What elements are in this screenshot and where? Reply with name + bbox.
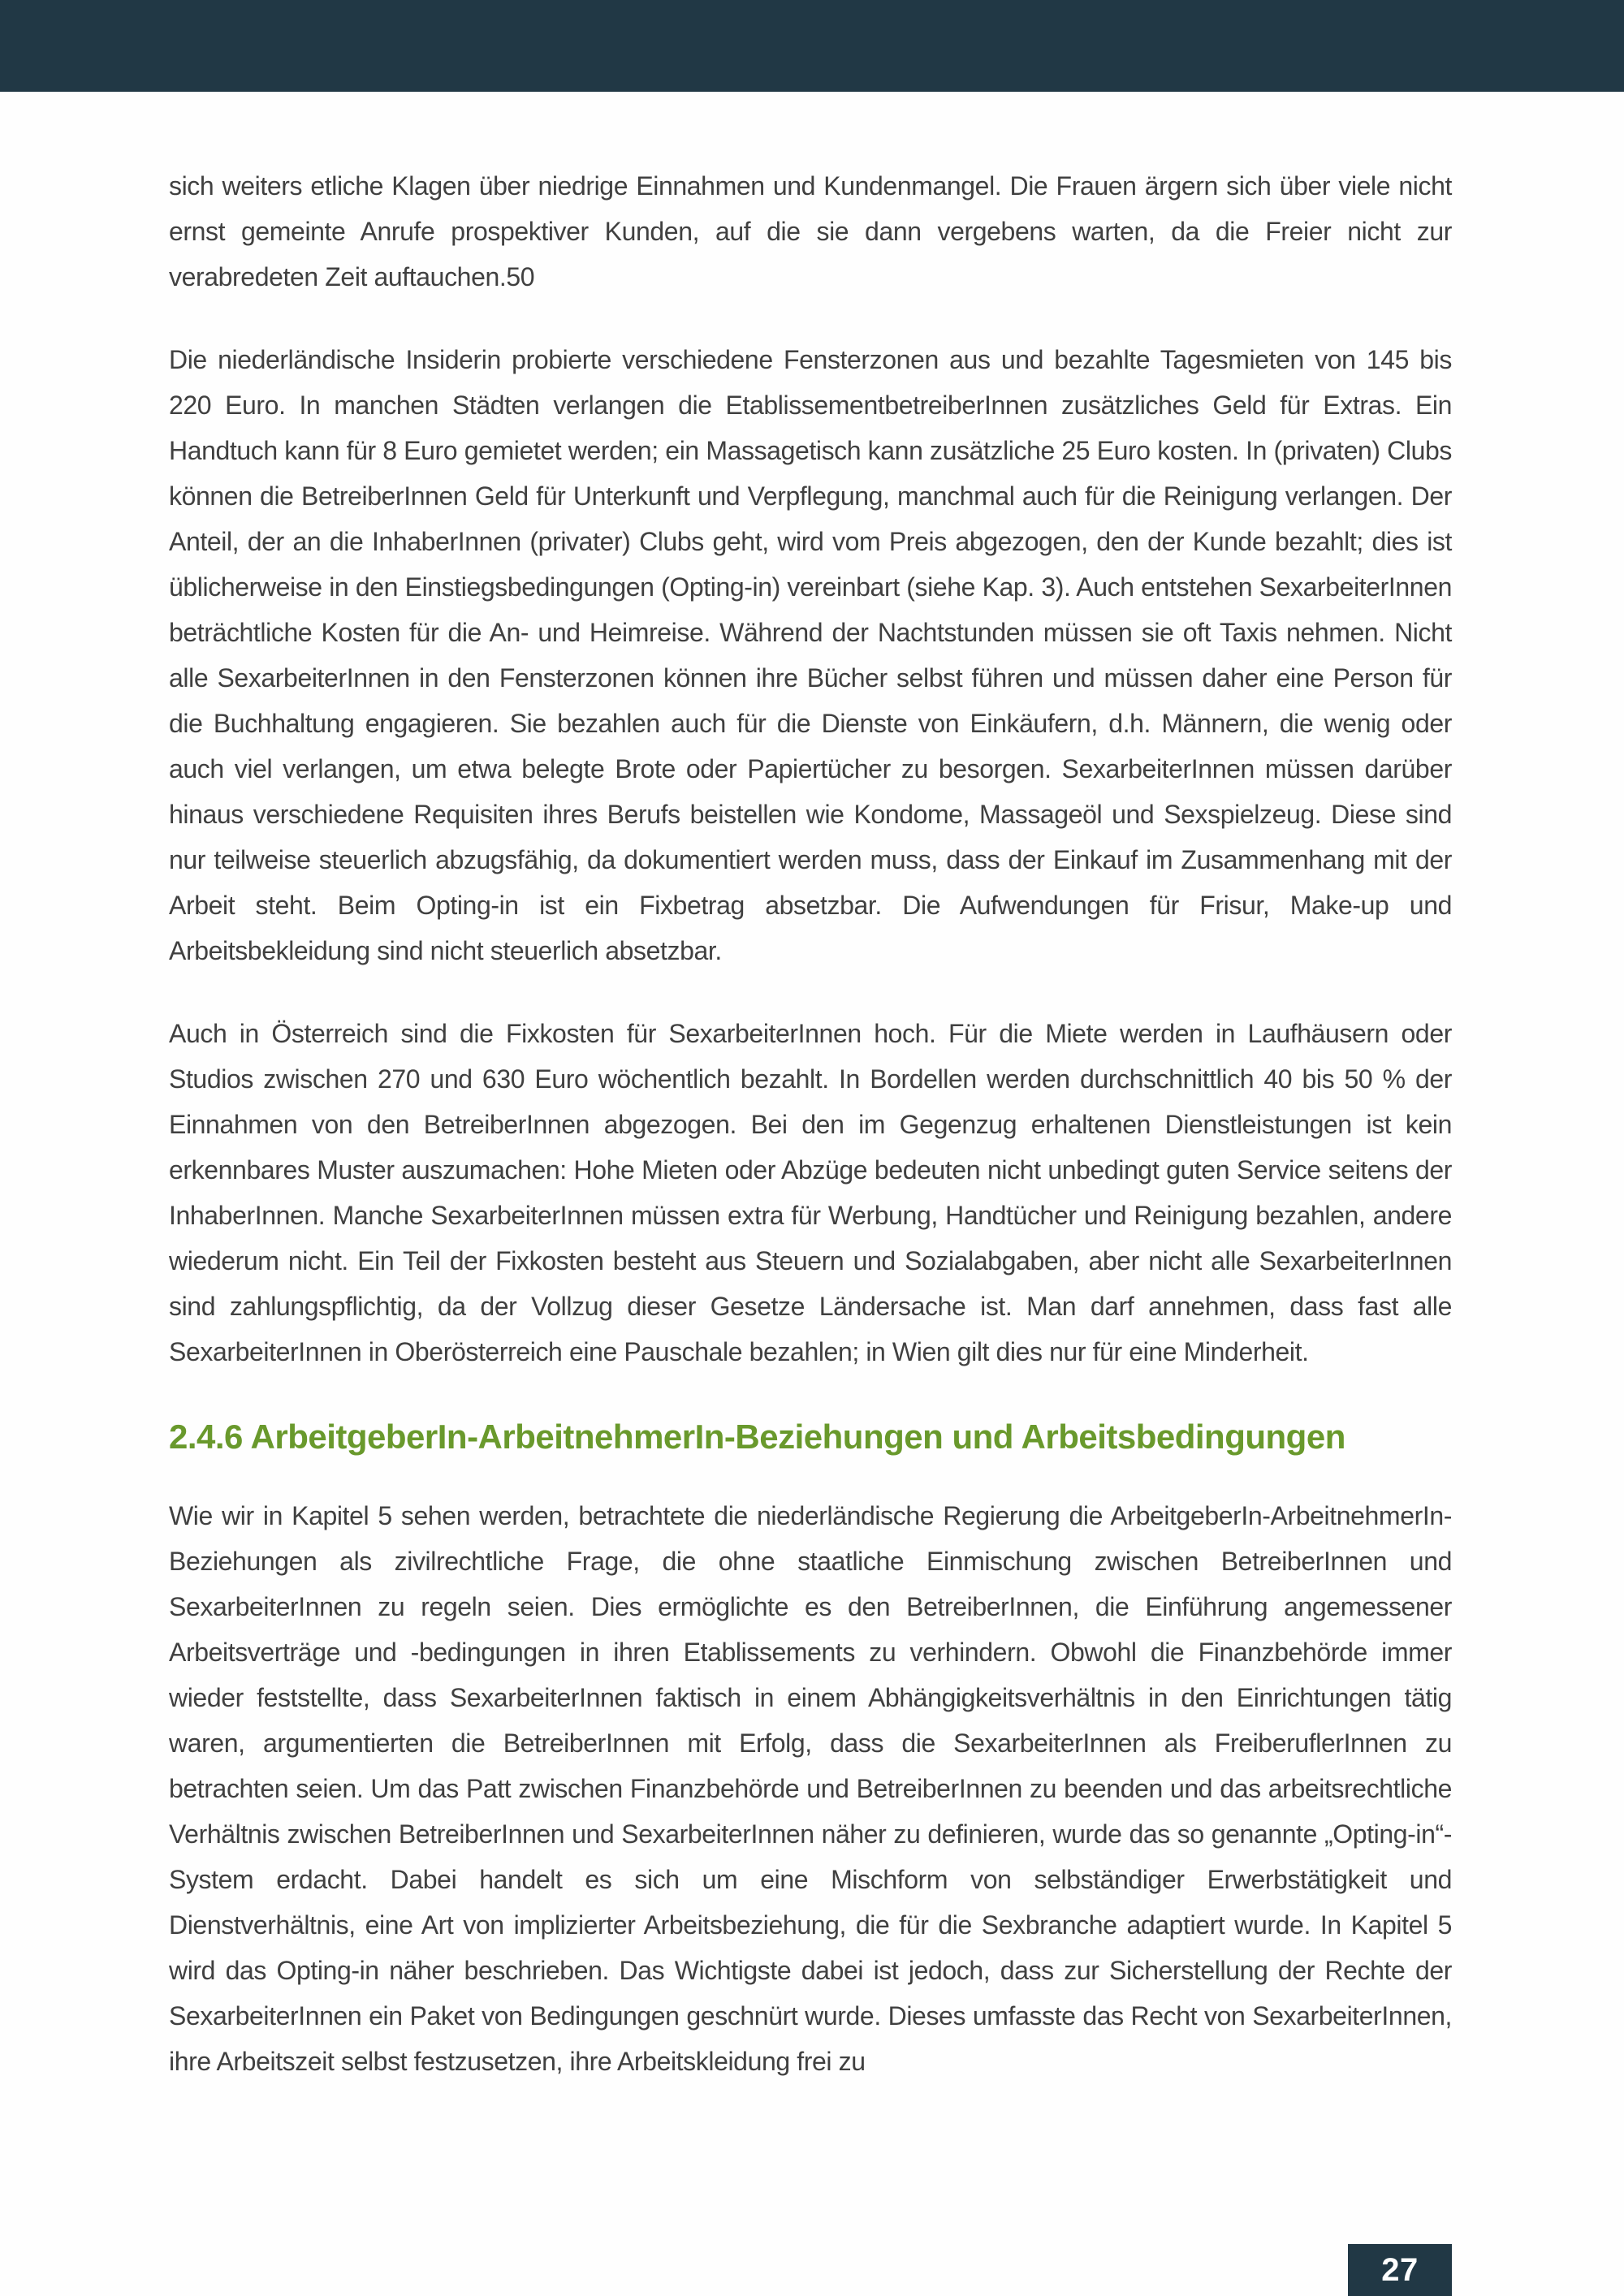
page-content xyxy=(169,92,1452,2121)
paragraph-employer-employee-relations: Wie wir in Kapitel 5 sehen werden, betrachtete die niederländische Regierung die ArbeitgeberIn-ArbeitnehmerIn-Beziehungen als zivilrechtliche Frage, die ohne staatliche Einmischung zwischen BetreiberInnen und SexarbeiterInnen zu regeln seien. Dies ermöglichte es den BetreiberInnen, die Einführung angemessener Arbeitsverträge und -bedingungen in ihren Etablissements zu verhindern. Obwohl die Finanzbehörde immer wieder feststellte, dass SexarbeiterInnen faktisch in einem Abhängigkeitsverhältnis in den Einrichtungen tätig waren, argumentierten die BetreiberInnen mit Erfolg, dass die SexarbeiterInnen als FreiberuflerInnen zu betrachten seien. Um das Patt zwischen Finanzbehörde und BetreiberInnen zu beenden und das arbeitsrechtliche Verhältnis zwischen BetreiberInnen und SexarbeiterInnen näher zu definieren, wurde das so genannte „Opting-in“-System erdacht. Dabei handelt es sich um eine Mischform von selbständiger Erwerbstätigkeit und Dienstverhältnis, eine Art von implizierter Arbeitsbeziehung, die für die Sexbranche adaptiert wurde. In Kapitel 5 wird das Opting-in näher beschrieben. Das Wichtigste dabei ist jedoch, dass zur Sicherstellung der Rechte der SexarbeiterInnen ein Paket von Bedingungen geschnürt wurde. Dieses umfasste das Recht von SexarbeiterInnen, ihre Arbeitszeit selbst festzusetzen, ihre Arbeitskleidung frei zu xyxy=(169,1501,1452,2076)
page-number-badge xyxy=(1348,2244,1452,2296)
paragraph-austria-costs: Auch in Österreich sind die Fixkosten für SexarbeiterInnen hoch. Für die Miete werden in Laufhäusern oder Studios zwischen 270 und 630 Euro wöchentlich bezahlt. In Bordellen werden durchschnittlich 40 bis 50 % der Einnahmen von den BetreiberInnen abgezogen. Bei den im Gegenzug erhaltenen Dienstleistungen ist kein erkennbares Muster auszumachen: Hohe Mieten oder Abzüge bedeuten nicht unbedingt guten Service seitens der InhaberInnen. Manche SexarbeiterInnen müssen extra für Werbung, Handtücher und Reinigung bezahlen, andere wiederum nicht. Ein Teil der Fixkosten besteht aus Steuern und Sozialabgaben, aber nicht alle SexarbeiterInnen sind zahlungspflichtig, da der Vollzug dieser Gesetze Ländersache ist. Man darf annehmen, dass fast alle SexarbeiterInnen in Oberösterreich eine Pauschale bezahlen; in Wien gilt dies nur für eine Minderheit. xyxy=(169,1019,1452,1366)
paragraph-fixed-costs-complaints: sich weiters etliche Klagen über niedrige Einnahmen und Kundenmangel. Die Frauen ärgern sich über viele nicht ernst gemeinte Anrufe prospektiver Kunden, auf die sie dann vergebens warten, da die Freier nicht zur verabredeten Zeit auftauchen.50 xyxy=(169,171,1452,291)
section-heading: 2.4.6 ArbeitgeberIn-ArbeitnehmerIn-Beziehungen und Arbeitsbedingungen xyxy=(169,1418,1345,1456)
page-number: 27 xyxy=(1381,2251,1419,2288)
header-bar xyxy=(0,0,1624,92)
paragraph-netherlands-costs: Die niederländische Insiderin probierte verschiedene Fensterzonen aus und bezahlte Tagesmieten von 145 bis 220 Euro. In manchen Städten verlangen die EtablissementbetreiberInnen zusätzliches Geld für Extras. Ein Handtuch kann für 8 Euro gemietet werden; ein Massagetisch kann zusätzliche 25 Euro kosten. In (privaten) Clubs können die BetreiberInnen Geld für Unterkunft und Verpflegung, manchmal auch für die Reinigung verlangen. Der Anteil, der an die InhaberInnen (privater) Clubs geht, wird vom Preis abgezogen, den der Kunde bezahlt; dies ist üblicherweise in den Einstiegsbedingungen (Opting-in) vereinbart (siehe Kap. 3). Auch entstehen SexarbeiterInnen beträchtliche Kosten für die An- und Heimreise. Während der Nachtstunden müssen sie oft Taxis nehmen. Nicht alle SexarbeiterInnen in den Fensterzonen können ihre Bücher selbst führen und müssen daher eine Person für die Buchhaltung engagieren. Sie bezahlen auch für die Dienste von Einkäufern, d.h. Männern, die wenig oder auch viel verlangen, um etwa belegte Brote oder Papiertücher zu besorgen. SexarbeiterInnen müssen darüber hinaus verschiedene Requisiten ihres Berufs beistellen wie Kondome, Massageöl und Sexspielzeug. Diese sind nur teilweise steuerlich abzugsfähig, da dokumentiert werden muss, dass der Einkauf im Zusammenhang mit der Arbeit steht. Beim Opting-in ist ein Fixbetrag absetzbar. Die Aufwendungen für Frisur, Make-up und Arbeitsbekleidung sind nicht steuerlich absetzbar. xyxy=(169,345,1452,965)
